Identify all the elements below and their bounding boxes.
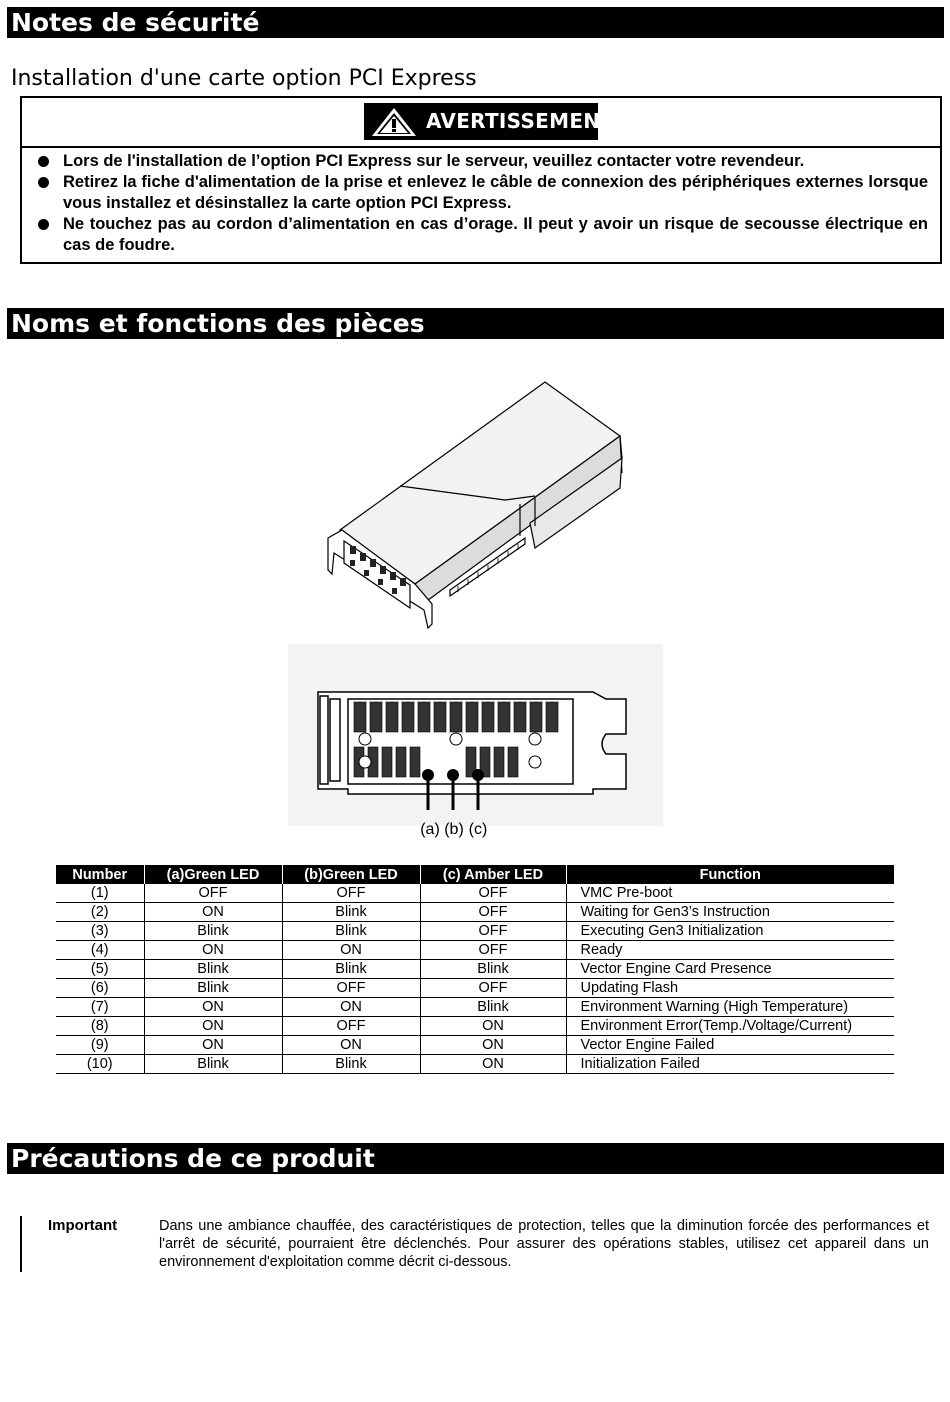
table-cell: OFF <box>420 922 566 941</box>
table-cell: Executing Gen3 Initialization <box>566 922 894 941</box>
table-row <box>56 1017 894 1036</box>
table-cell: OFF <box>420 884 566 903</box>
table-cell: Blink <box>144 922 282 941</box>
table-cell: OFF <box>282 1017 420 1036</box>
table-cell: Blink <box>420 960 566 979</box>
table-row <box>56 941 894 960</box>
table-row <box>56 903 894 922</box>
column-header: (a)Green LED <box>144 865 282 884</box>
column-header: Function <box>566 865 894 884</box>
table-row <box>56 1055 894 1074</box>
table-cell: (3) <box>56 922 144 941</box>
table-cell: ON <box>420 1036 566 1055</box>
table-cell: (1) <box>56 884 144 903</box>
table-cell: OFF <box>144 884 282 903</box>
important-rule <box>20 1216 22 1272</box>
table-cell: VMC Pre-boot <box>566 884 894 903</box>
table-cell: Environment Error(Temp./Voltage/Current) <box>566 1017 894 1036</box>
table-cell: (2) <box>56 903 144 922</box>
warning-badge-label: AVERTISSEMENT <box>426 109 615 133</box>
table-cell: ON <box>144 1017 282 1036</box>
bracket-front-view <box>288 644 663 844</box>
table-cell: (4) <box>56 941 144 960</box>
warning-item: Retirez la fiche d'alimentation de la prise et enlevez le câble de connexion des périphériques externes lorsque vous installez et désinstallez la carte option PCI Express. <box>36 172 928 214</box>
table-cell: OFF <box>282 979 420 998</box>
table-cell: Vector Engine Failed <box>566 1036 894 1055</box>
table-cell: (5) <box>56 960 144 979</box>
table-cell: ON <box>144 1036 282 1055</box>
table-cell: ON <box>420 1017 566 1036</box>
column-header: (c) Amber LED <box>420 865 566 884</box>
table-cell: ON <box>144 941 282 960</box>
column-header: Number <box>56 865 144 884</box>
table-cell: Blink <box>144 1055 282 1074</box>
table-row <box>56 960 894 979</box>
table-cell: (7) <box>56 998 144 1017</box>
important-label: Important <box>48 1217 118 1234</box>
warning-item: Ne touchez pas au cordon d’alimentation en cas d’orage. Il peut y avoir un risque de secousse électrique en cas de foudre. <box>36 214 928 256</box>
table-cell: OFF <box>420 903 566 922</box>
led-status-table <box>56 865 894 1074</box>
table-cell: Blink <box>144 960 282 979</box>
table-cell: Blink <box>282 922 420 941</box>
table-cell: OFF <box>420 979 566 998</box>
table-cell: Initialization Failed <box>566 1055 894 1074</box>
important-text: Dans une ambiance chauffée, des caractéristiques de protection, telles que la diminution forcée des performances et l'arrêt de sécurité, pourraient être déclenchés. Pour assurer des opérations stables, utilisez cet appareil dans un environnement d'exploitation comme décrit ci-dessous. <box>159 1218 929 1270</box>
table-cell: ON <box>282 998 420 1017</box>
led-label-a: (a) <box>420 821 440 838</box>
table-cell: OFF <box>420 941 566 960</box>
column-header: (b)Green LED <box>282 865 420 884</box>
led-label-c: (c) <box>468 821 488 838</box>
warning-triangle-icon <box>370 106 418 138</box>
table-cell: (10) <box>56 1055 144 1074</box>
table-cell: ON <box>282 1036 420 1055</box>
table-row <box>56 884 894 903</box>
table-cell: Blink <box>282 960 420 979</box>
warning-list <box>36 151 928 256</box>
section-heading-parts: Noms et fonctions des pièces <box>7 308 944 339</box>
warning-badge <box>364 103 615 140</box>
section-heading-precautions: Précautions de ce produit <box>7 1143 944 1174</box>
subheading-pci-install: Installation d'une carte option PCI Express <box>11 66 477 91</box>
table-cell: Blink <box>420 998 566 1017</box>
table-cell: Blink <box>144 979 282 998</box>
bullet-icon <box>38 177 49 188</box>
table-cell: (8) <box>56 1017 144 1036</box>
table-cell: Waiting for Gen3’s Instruction <box>566 903 894 922</box>
table-header-row <box>56 865 894 884</box>
warning-box <box>20 96 942 264</box>
table-row <box>56 998 894 1017</box>
table-cell: ON <box>144 998 282 1017</box>
table-row <box>56 922 894 941</box>
table-cell: Ready <box>566 941 894 960</box>
table-cell: Updating Flash <box>566 979 894 998</box>
table-cell: (9) <box>56 1036 144 1055</box>
warning-header <box>22 98 940 148</box>
table-cell: Environment Warning (High Temperature) <box>566 998 894 1017</box>
table-cell: OFF <box>282 884 420 903</box>
pci-card-illustration <box>320 378 630 630</box>
bullet-icon <box>38 219 49 230</box>
section-heading-safety: Notes de sécurité <box>7 7 944 38</box>
table-cell: ON <box>144 903 282 922</box>
table-row <box>56 979 894 998</box>
table-cell: (6) <box>56 979 144 998</box>
table-cell: Blink <box>282 1055 420 1074</box>
table-row <box>56 1036 894 1055</box>
bullet-icon <box>38 156 49 167</box>
table-cell: Blink <box>282 903 420 922</box>
led-label-b: (b) <box>444 821 464 838</box>
table-cell: ON <box>282 941 420 960</box>
table-cell: ON <box>420 1055 566 1074</box>
warning-item: Lors de l'installation de l’option PCI Express sur le serveur, veuillez contacter votre revendeur. <box>36 151 928 172</box>
table-cell: Vector Engine Card Presence <box>566 960 894 979</box>
